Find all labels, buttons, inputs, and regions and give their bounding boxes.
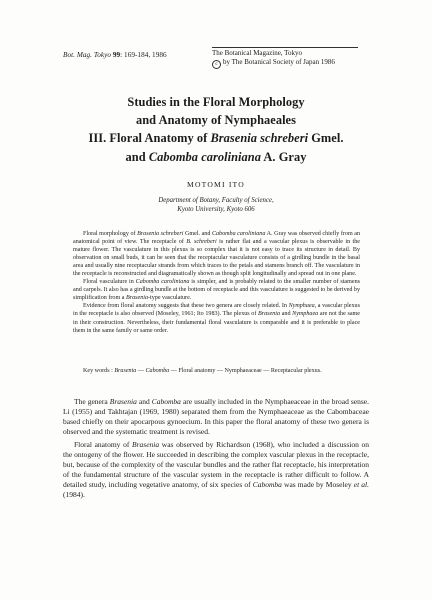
journal-full-name: The Botanical Magazine, Tokyo — [212, 49, 302, 57]
author-name: MOTOMI ITO — [187, 180, 245, 189]
body-paragraph: The genera Brasenia and Cabomba are usually included in the Nymphaeaceae in the broad sense. Li (1955) and Takhtajan (1969, 1980) separated them from the Nymphaeaceae as the Cabombaceae based chiefly on their apocarpous gynoecium. In this paper the floral anatomy of these two genera is observed and the systematic treatment is revised. — [63, 397, 369, 436]
title-line-3: III. Floral Anatomy of Brasenia schreberi Gmel. — [88, 131, 344, 146]
copyright-line: c by The Botanical Society of Japan 1986 — [212, 58, 360, 69]
journal-abbrev: Bot. Mag. Tokyo — [63, 51, 111, 59]
article-title — [0, 93, 432, 166]
title-line-2: and Anatomy of Nymphaeales — [136, 113, 296, 128]
title-line-1: Studies in the Floral Morphology — [127, 95, 305, 109]
keywords: Key words : Brasenia — Cabomba — Floral anatomy — Nymphaeaceae — Receptacular plexus. — [83, 368, 322, 374]
citation-header — [63, 51, 167, 59]
pages-year: : 169-184, 1986 — [120, 51, 167, 59]
body-text — [63, 397, 369, 504]
abstract-paragraph: Floral morphology of Brasenia schreberi Gmel. and Cabomba caroliniana A. Gray was observed chiefly from an anatomical point of view. The receptacle of B. schreberi is rather flat and a vascular plexus is observable in the mature flower. The vasculature in this plexus is so complex that it is not easy to trace its structure in detail. By observation on small buds, it can be seen that the receptacular vasculature consists of a girdling bundle in the basal area and usually nine receptacular strands from which traces to the petals and stamens branch off. The vasculature in the receptacle is reconstructed and diagramatically shown as though split longitudinally and spread out in one plane. — [73, 231, 360, 278]
header-rule — [212, 47, 358, 48]
abstract — [73, 230, 360, 335]
title-line-4: and Cabomba caroliniana A. Gray — [125, 149, 307, 164]
copyright-icon: c — [212, 60, 221, 69]
affiliation-line-2: Kyoto University, Kyoto 606 — [177, 206, 255, 213]
affiliation-line-1: Department of Botany, Faculty of Science, — [158, 197, 274, 204]
author-affiliation — [0, 196, 432, 214]
abstract-paragraph: Floral vasculature in Cabomba caroliniana is simpler, and is probably related to the smaller number of stamens and carpels. It also has a girdling bundle at the bottom of receptacle and this vasculature is suggested to be derived by simplification from a Brasenia-type vasculature. — [73, 279, 360, 302]
publisher-box — [212, 47, 360, 69]
body-paragraph: Floral anatomy of Brasenia was observed by Richardson (1968), who included a discussion on the ontogeny of the flower. He succeeded in describing the complex vascular plexus in the receptacle, but, because of the complexity of the vascular bundles and the rather flat receptacle, his interpretation of the fundamental structure of the vascular system in the receptacle is rather difficult to follow. A detailed study, including vegetative anatomy, of six species of Cabomba was made by Moseley et al. (1984). — [63, 440, 369, 500]
volume-number: 99 — [112, 51, 121, 59]
abstract-paragraph: Evidence from floral anatomy suggests that these two genera are closely related. In Nymphaea, a vascular plexus in the receptacle is also observed (Moseley, 1961; Ito 1983). The plexus of Brasenia and Nymphaea are not the same in their construction. Nevertheless, their fundamental floral vasculature is comparable and it is preferable to place them in the same family or same order. — [73, 303, 360, 334]
